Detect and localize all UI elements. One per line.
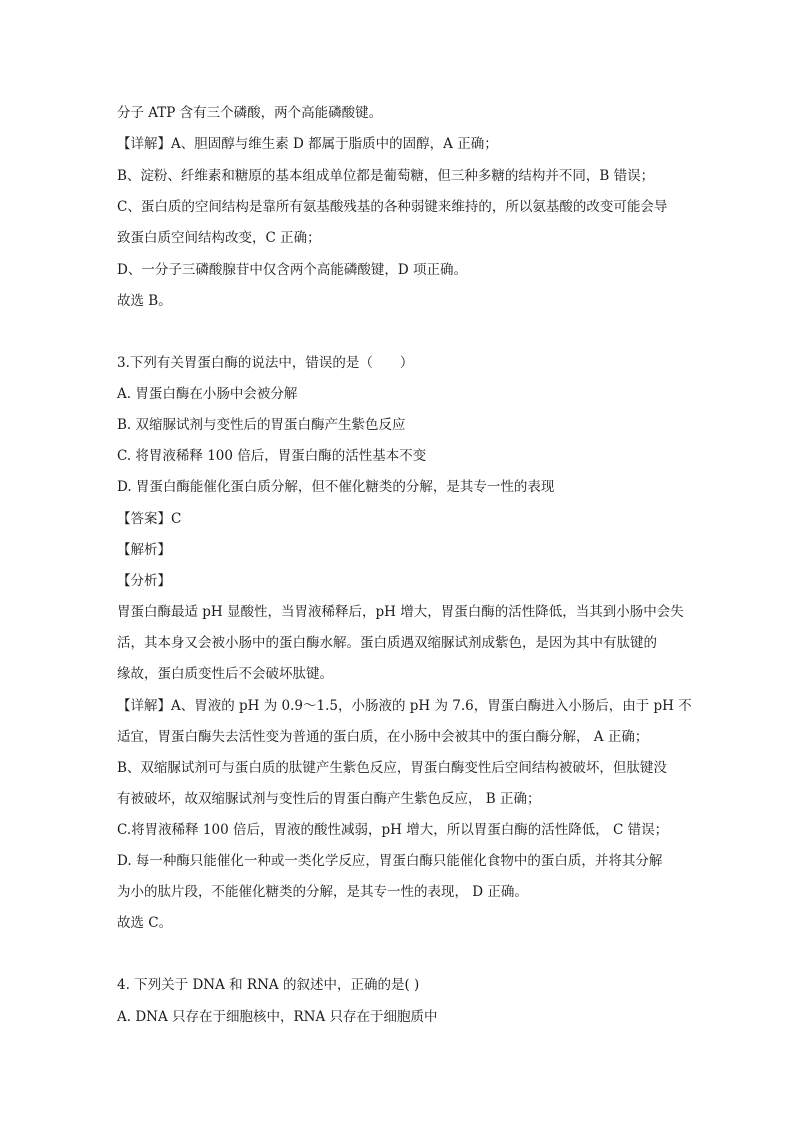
text-line: 为小的肽片段，不能催化糖类的分解，是其专一性的表现， D 正确。 bbox=[117, 884, 528, 900]
text-line: 故选 B。 bbox=[117, 293, 172, 309]
text-line: 适宜，胃蛋白酶失去活性变为普通的蛋白质，在小肠中会被其中的蛋白酶分解， A 正确； bbox=[117, 729, 649, 745]
text-line: B、淀粉、纤维素和糖原的基本组成单位都是葡萄糖，但三种多糖的结构并不同，B 错误； bbox=[117, 168, 655, 184]
option-b: B. 双缩脲试剂与变性后的胃蛋白酶产生紫色反应 bbox=[117, 417, 406, 433]
text-line: 分子 ATP 含有三个磷酸，两个高能磷酸键。 bbox=[117, 105, 383, 121]
option-a: A. 胃蛋白酶在小肠中会被分解 bbox=[117, 386, 298, 402]
text-line: 【详解】A、胆固醇与维生素 D 都属于脂质中的固醇，A 正确； bbox=[117, 136, 498, 152]
option-a: A. DNA 只存在于细胞核中，RNA 只存在于细胞质中 bbox=[117, 1009, 438, 1025]
analysis-subheading: 【分析】 bbox=[117, 573, 171, 589]
text-line: C.将胃液稀释 100 倍后，胃液的酸性减弱，pH 增大，所以胃蛋白酶的活性降低， C 错误； bbox=[117, 822, 669, 838]
text-line: 致蛋白质空间结构改变，C 正确； bbox=[117, 230, 321, 246]
analysis-heading: 【解析】 bbox=[117, 542, 171, 558]
question-4-stem: 4. 下列关于 DNA 和 RNA 的叙述中，正确的是( ) bbox=[117, 977, 420, 993]
text-line: 【详解】A、胃液的 pH 为 0.9～1.5，小肠液的 pH 为 7.6，胃蛋白酶进入小肠后，由于 pH 不 bbox=[117, 698, 692, 714]
text-line: 故选 C。 bbox=[117, 915, 173, 931]
text-line: D、一分子三磷酸腺苷中仅含两个高能磷酸键，D 项正确。 bbox=[117, 262, 467, 278]
text-line: D. 每一种酶只能催化一种或一类化学反应，胃蛋白酶只能催化食物中的蛋白质，并将其分解 bbox=[117, 853, 663, 869]
text-line: B、双缩脲试剂可与蛋白质的肽键产生紫色反应，胃蛋白酶变性后空间结构被破坏，但肽键没 bbox=[117, 760, 667, 776]
option-d: D. 胃蛋白酶能催化蛋白质分解，但不催化糖类的分解，是其专一性的表现 bbox=[117, 479, 555, 495]
answer-label: 【答案】C bbox=[117, 511, 182, 527]
text-line: 缘故，蛋白质变性后不会破坏肽键。 bbox=[117, 666, 333, 682]
question-3-stem: 3.下列有关胃蛋白酶的说法中，错误的是（ ） bbox=[117, 355, 414, 371]
text-line: 活，其本身又会被小肠中的蛋白酶水解。蛋白质遇双缩脲试剂成紫色，是因为其中有肽键的 bbox=[117, 635, 657, 651]
text-line: 胃蛋白酶最适 pH 显酸性，当胃液稀释后，pH 增大，胃蛋白酶的活性降低，当其到小肠中会失 bbox=[117, 604, 684, 620]
option-c: C. 将胃液稀释 100 倍后，胃蛋白酶的活性基本不变 bbox=[117, 448, 427, 464]
text-line: 有被破坏，故双缩脲试剂与变性后的胃蛋白酶产生紫色反应， B 正确； bbox=[117, 791, 541, 807]
text-line: C、蛋白质的空间结构是靠所有氨基酸残基的各种弱键来维持的，所以氨基酸的改变可能会导 bbox=[117, 199, 668, 215]
